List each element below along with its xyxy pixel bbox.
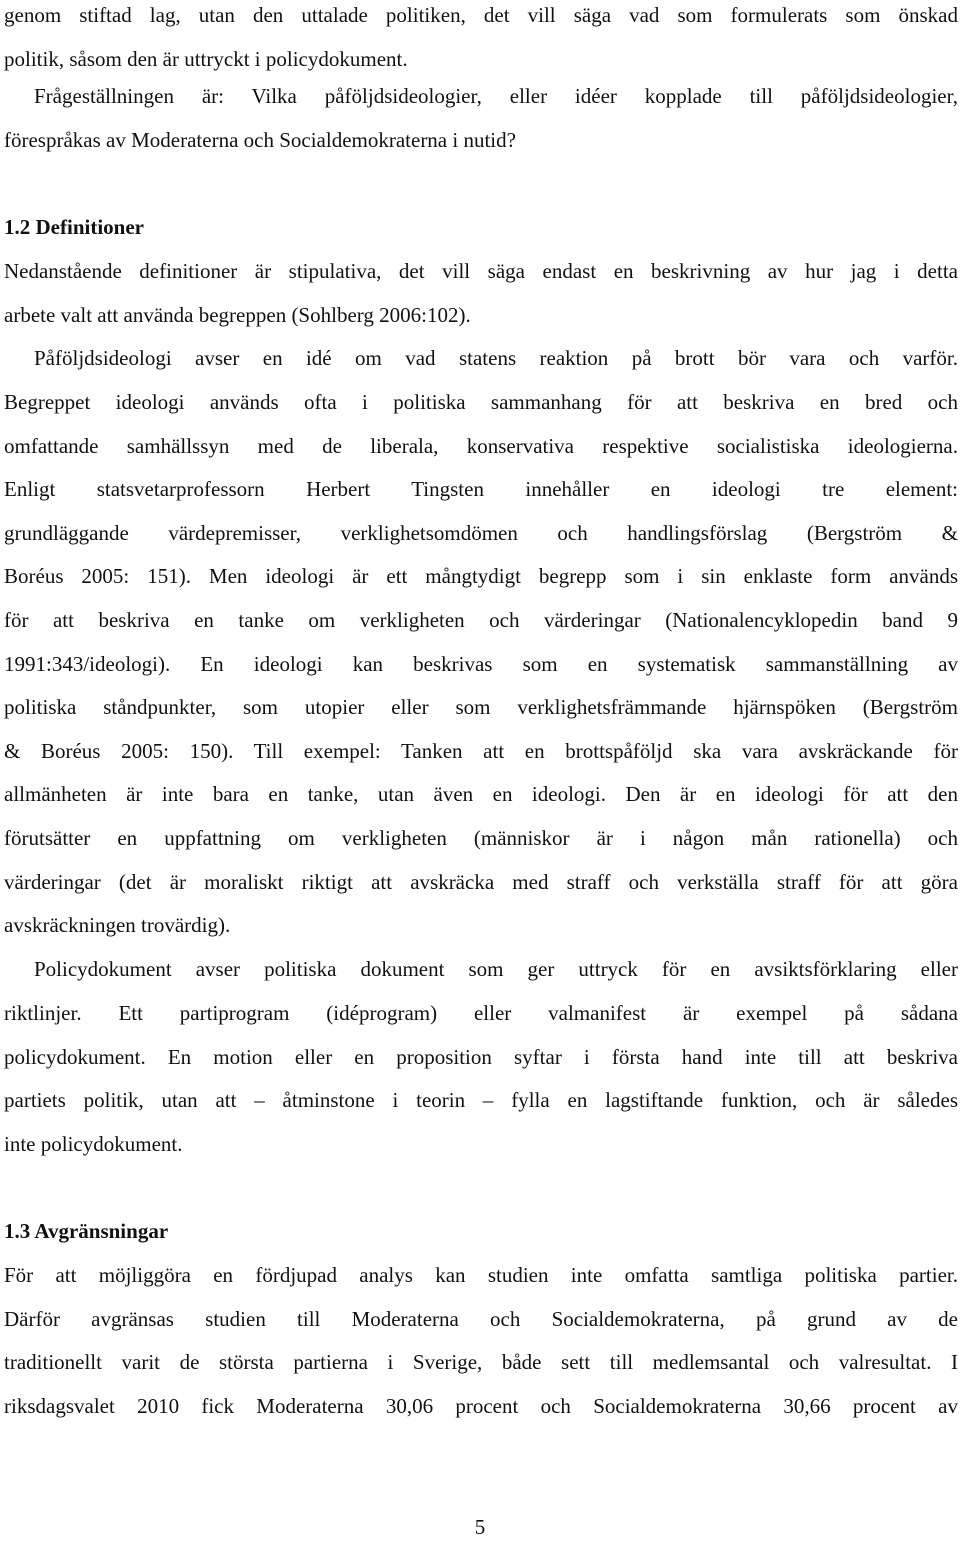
research-question-paragraph (34, 75, 958, 119)
ideology-definition-first-line (34, 337, 958, 381)
definitions-intro-paragraph (4, 250, 958, 337)
text-line: för att beskriva en tanke om verkligheten och värderingar (Nationalencyklopedin band 9 (4, 607, 958, 632)
policy-definition-paragraph (4, 992, 958, 1166)
text-line: partiets politik, utan att – åtminstone i teorin – fylla en lagstiftande funktion, och är således (4, 1088, 958, 1113)
text-line: politik, såsom den är uttryckt i policydokument. (4, 46, 408, 71)
text-line: omfattande samhällssyn med de liberala, konservativa respektive socialistiska ideologierna. (4, 433, 958, 458)
text-line: arbete valt att använda begreppen (Sohlberg 2006:102). (4, 302, 471, 327)
text-line: värderingar (det är moraliskt riktigt att avskräcka med straff och verkställa straff för att göra (4, 869, 958, 894)
text-line: För att möjliggöra en fördjupad analys kan studien inte omfatta samtliga politiska partier. (4, 1263, 958, 1287)
text-line: policydokument. En motion eller en proposition syftar i första hand inte till att beskriva (4, 1044, 958, 1069)
text-line: Påföljdsideologi avser en idé om vad statens reaktion på brott bör vara och varför. (34, 346, 958, 370)
text-line: Därför avgränsas studien till Moderaterna och Socialdemokraterna, på grund av de (4, 1306, 958, 1331)
text-line: riksdagsvalet 2010 fick Moderaterna 30,06 procent och Socialdemokraterna 30,66 procent av (4, 1393, 958, 1418)
section-heading-limitations: 1.3 Avgränsningar (4, 1219, 169, 1243)
text-line: förutsätter en uppfattning om verkligheten (människor är i någon mån rationella) och (4, 825, 958, 850)
text-line: politiska ståndpunkter, som utopier eller som verklighetsfrämmande hjärnspöken (Bergström (4, 695, 958, 720)
text-line: inte policydokument. (4, 1131, 183, 1156)
section-heading-definitions: 1.2 Definitioner (4, 215, 144, 239)
text-line: genom stiftad lag, utan den uttalade politiken, det vill säga vad som formulerats som önskad (4, 3, 958, 27)
text-line: Begreppet ideologi används ofta i politiska sammanhang för att beskriva en bred och (4, 390, 958, 414)
text-line: Boréus 2005: 151). Men ideologi är ett mångtydigt begrepp som i sin enklaste form används (4, 564, 958, 589)
text-line: allmänheten är inte bara en tanke, utan även en ideologi. Den är en ideologi för att den (4, 782, 958, 807)
text-line: avskräckningen trovärdig). (4, 913, 231, 938)
text-line: traditionellt varit de största partierna i Sverige, både sett till medlemsantal och valresultat. I (4, 1350, 958, 1375)
page-number: 5 (474, 1515, 486, 1539)
text-line: förespråkas av Moderaterna och Socialdemokraterna i nutid? (4, 128, 516, 152)
text-line: grundläggande värdepremisser, verklighetsomdömen och handlingsförslag (Bergström & (4, 520, 958, 545)
text-line: Nedanstående definitioner är stipulativa, det vill säga endast en beskrivning av hur jag i detta (4, 259, 958, 283)
text-line: Enligt statsvetarprofessorn Herbert Tingsten innehåller en ideologi tre element: (4, 477, 958, 502)
research-question-paragraph-cont (4, 119, 958, 163)
ideology-definition-paragraph (4, 381, 958, 948)
limitations-paragraph (4, 1254, 958, 1428)
text-line: 1991:343/ideologi). En ideologi kan beskrivas som en systematisk sammanställning av (4, 651, 958, 676)
text-line: Frågeställningen är: Vilka påföljdsideologier, eller idéer kopplade till påföljdsideologier, (34, 84, 958, 108)
text-line: riktlinjer. Ett partiprogram (idéprogram) eller valmanifest är exempel på sådana (4, 1001, 958, 1025)
text-line: Policydokument avser politiska dokument som ger uttryck för en avsiktsförklaring eller (34, 957, 958, 981)
text-line: & Boréus 2005: 150). Till exempel: Tanken att en brottspåföljd ska vara avskräckande för (4, 738, 958, 763)
policy-definition-first-line (34, 948, 958, 992)
intro-paragraph (4, 0, 958, 81)
